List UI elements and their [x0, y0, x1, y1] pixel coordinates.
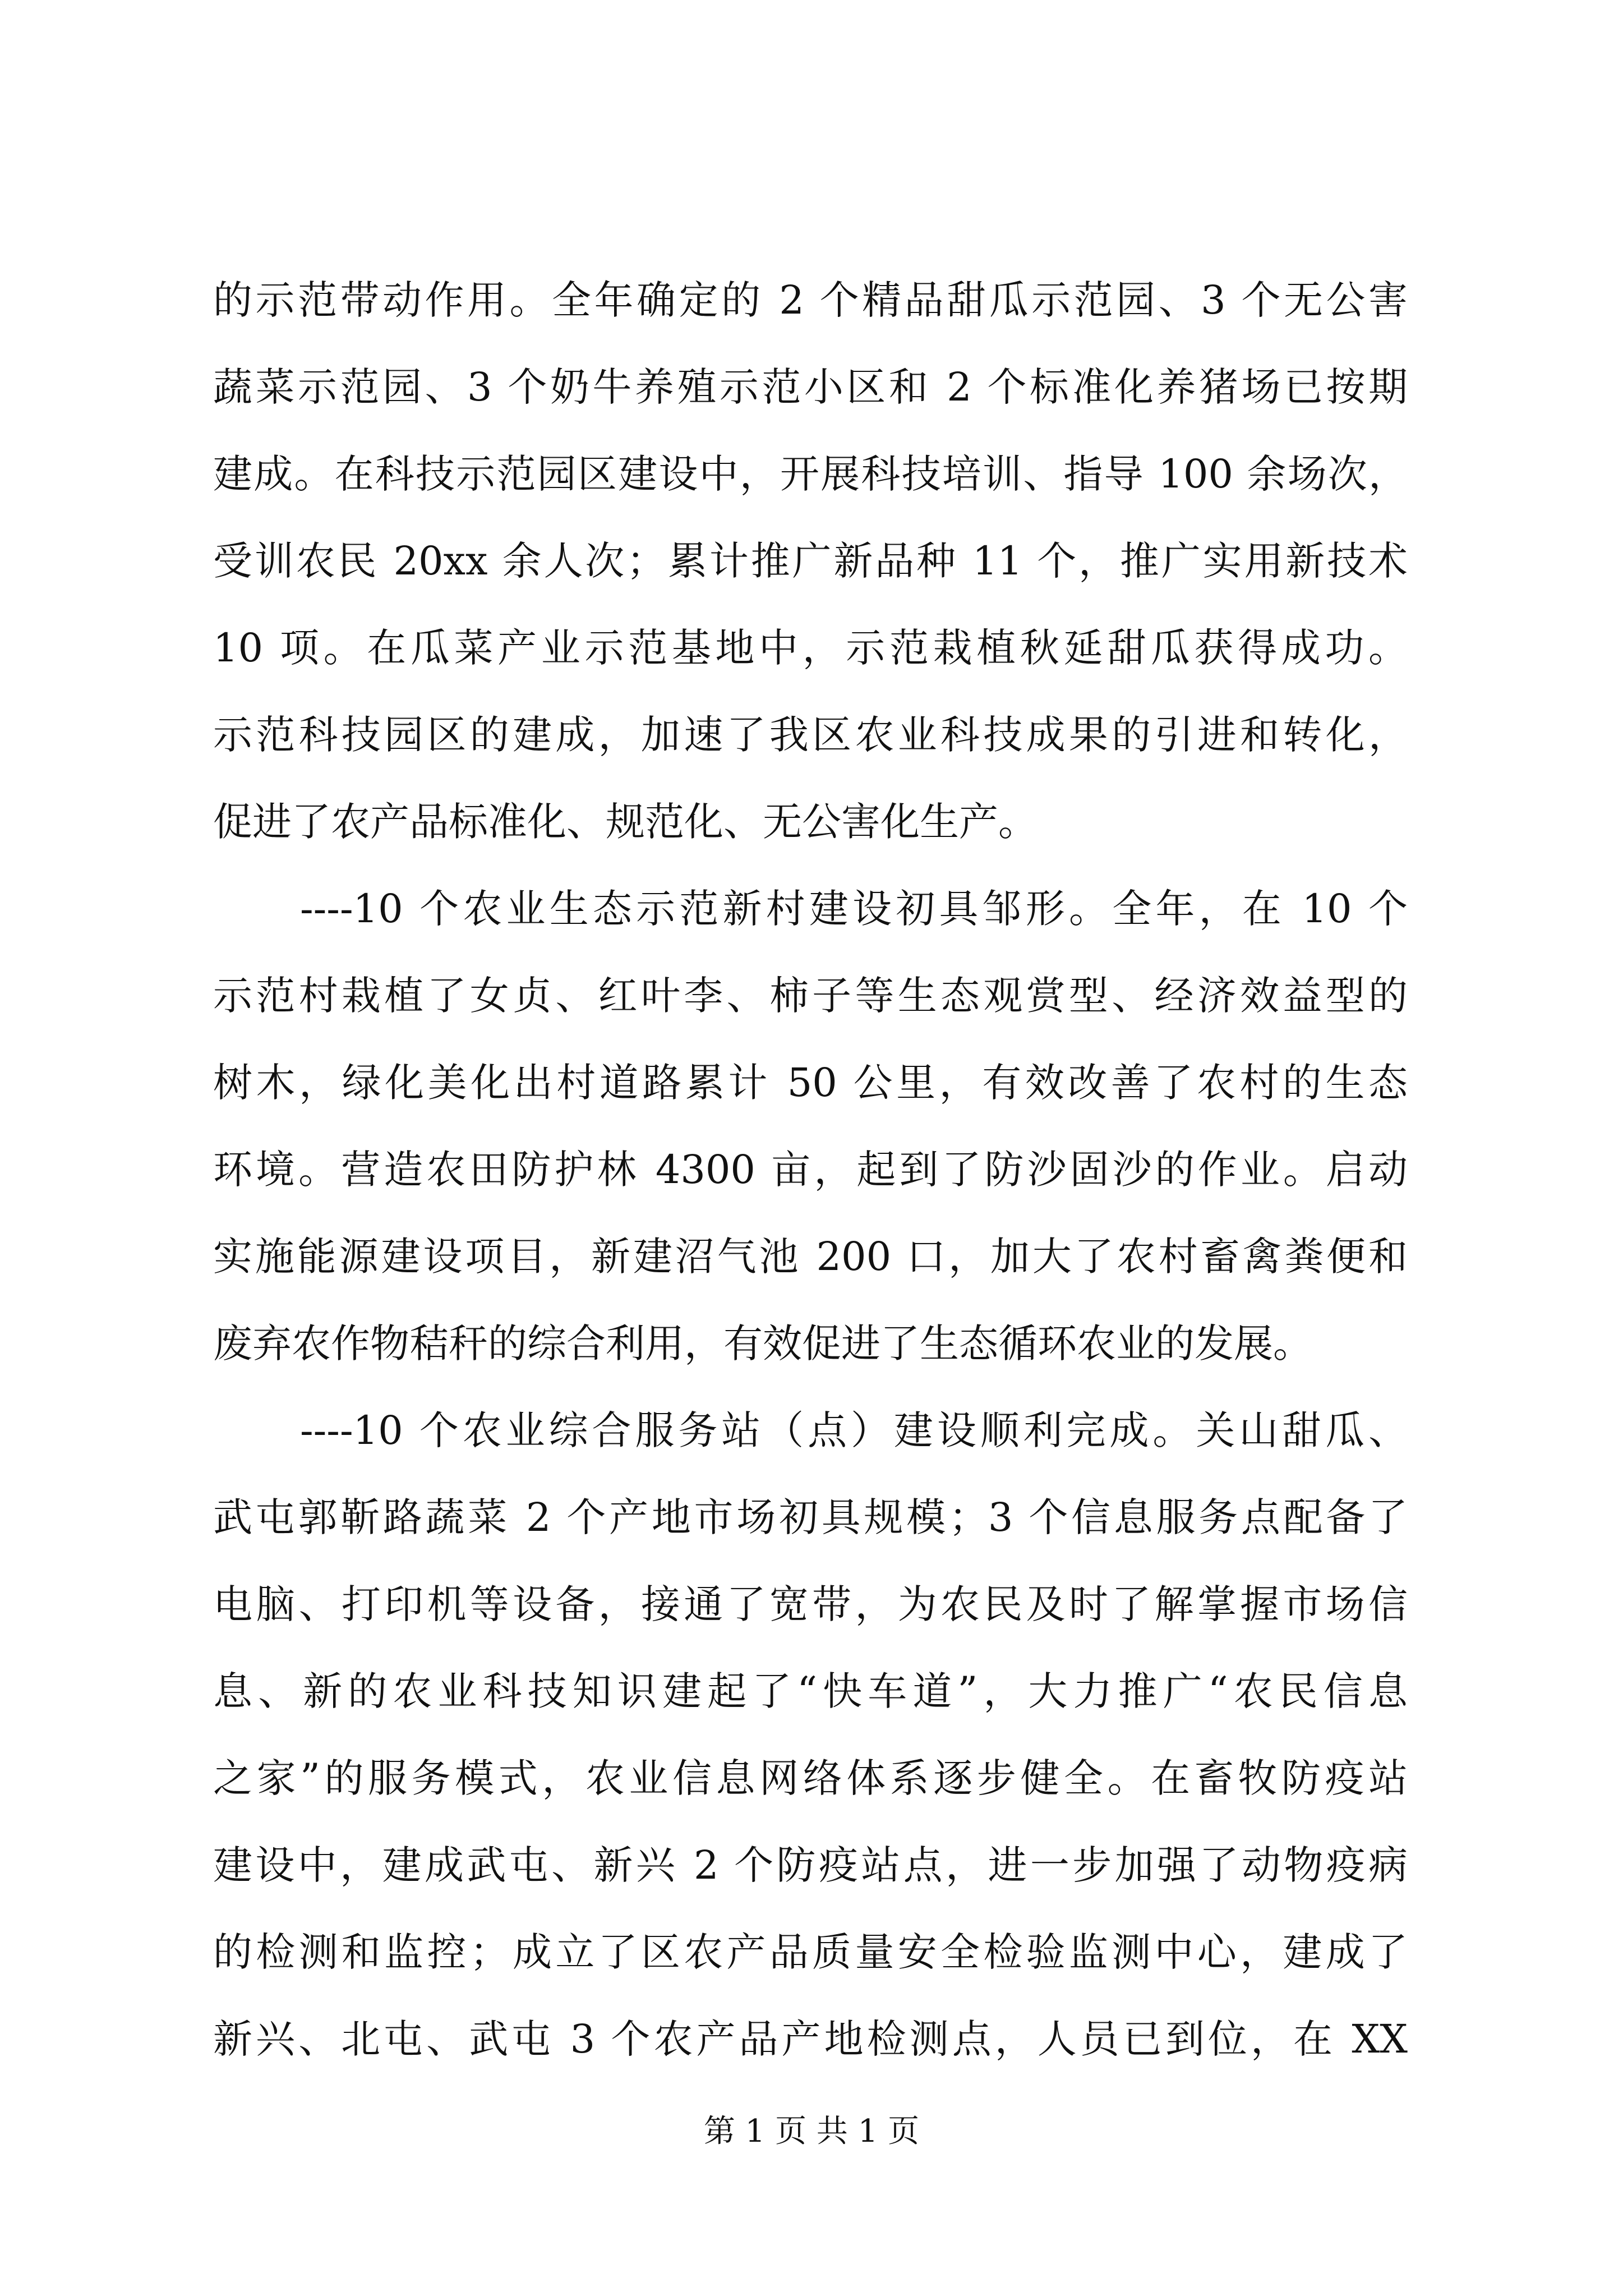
- text-line: 示范村栽植了女贞、红叶李、柿子等生态观赏型、经济效益型的: [213, 973, 1408, 1019]
- document-body: [213, 257, 1408, 2083]
- text-line: 电脑、打印机等设备，接通了宽带，为农民及时了解掌握市场信: [213, 1581, 1408, 1627]
- text-line: 实施能源建设项目，新建沼气池 200 口，加大了农村畜禽粪便和: [213, 1234, 1408, 1280]
- paragraph-start-line: ----10 个农业综合服务站（点）建设顺利完成。关山甜瓜、: [300, 1407, 1408, 1453]
- text-line: 新兴、北屯、武屯 3 个农产品产地检测点，人员已到位，在 XX: [213, 2016, 1408, 2062]
- text-line: 建设中，建成武屯、新兴 2 个防疫站点，进一步加强了动物疫病: [213, 1842, 1408, 1888]
- text-line: 建成。在科技示范园区建设中，开展科技培训、指导 100 余场次，: [213, 451, 1408, 497]
- text-line: 的示范带动作用。全年确定的 2 个精品甜瓜示范园、3 个无公害: [213, 277, 1408, 323]
- text-line: 环境。营造农田防护林 4300 亩，起到了防沙固沙的作业。启动: [213, 1147, 1408, 1193]
- text-line: 示范科技园区的建成，加速了我区农业科技成果的引进和转化，: [213, 712, 1408, 758]
- text-line: 的检测和监控；成立了区农产品质量安全检验监测中心，建成了: [213, 1929, 1408, 1975]
- paragraph-start-line: ----10 个农业生态示范新村建设初具邹形。全年，在 10 个: [300, 886, 1408, 932]
- text-line: 之家”的服务模式，农业信息网络体系逐步健全。在畜牧防疫站: [213, 1755, 1408, 1801]
- text-line: 息、新的农业科技知识建起了“快车道”，大力推广“农民信息: [213, 1668, 1408, 1714]
- text-line: 蔬菜示范园、3 个奶牛养殖示范小区和 2 个标准化养猪场已按期: [213, 364, 1408, 410]
- text-line: 树木，绿化美化出村道路累计 50 公里，有效改善了农村的生态: [213, 1060, 1408, 1106]
- text-line: 促进了农产品标准化、规范化、无公害化生产。: [213, 799, 1038, 845]
- page-footer: 第 1 页 共 1 页: [703, 2113, 920, 2150]
- text-line: 受训农民 20xx 余人次；累计推广新品种 11 个，推广实用新技术: [213, 538, 1408, 584]
- text-line: 10 项。在瓜菜产业示范基地中，示范栽植秋延甜瓜获得成功。: [213, 625, 1408, 671]
- text-line: 废弃农作物秸秆的综合利用，有效促进了生态循环农业的发展。: [213, 1320, 1312, 1366]
- text-line: 武屯郭靳路蔬菜 2 个产地市场初具规模；3 个信息服务点配备了: [213, 1494, 1408, 1540]
